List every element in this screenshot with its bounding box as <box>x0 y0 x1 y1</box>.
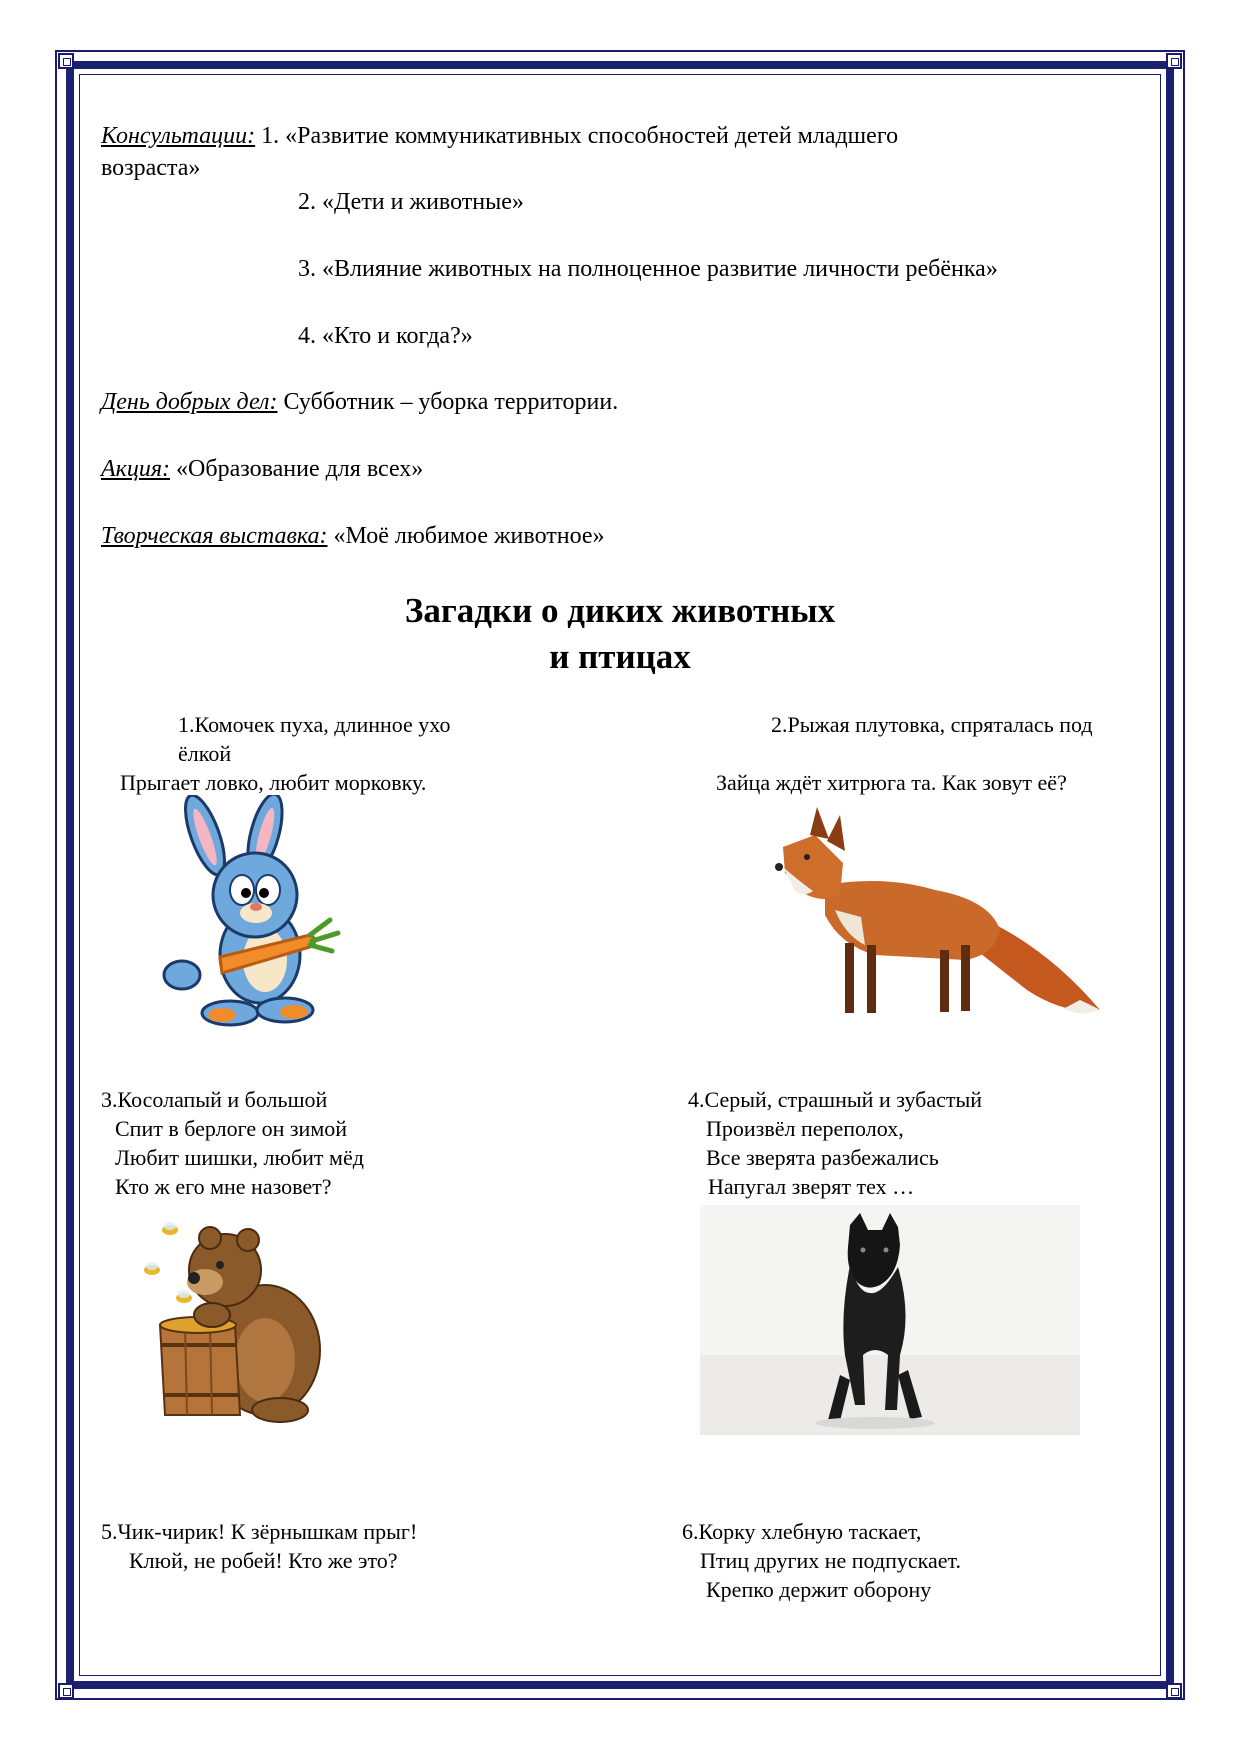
consultation-item: возраста» <box>101 155 201 181</box>
riddle-line: Прыгает ловко, любит морковку. <box>120 770 427 795</box>
exhibition-text: «Моё любимое животное» <box>327 523 605 549</box>
riddle-line: 5.Чик-чирик! К зёрнышкам прыг! <box>101 1519 418 1544</box>
riddle-6 <box>682 1517 1162 1604</box>
riddle-line: Любит шишки, любит мёд <box>115 1145 364 1170</box>
wolf-photo <box>700 1205 1080 1435</box>
frame-corner-ornament <box>1166 53 1182 69</box>
consultation-item: 3. «Влияние животных на полноценное развитие личности ребёнка» <box>298 256 998 282</box>
fox-photo <box>765 795 1115 1025</box>
riddle-line: Птиц других не подпускает. <box>700 1548 962 1573</box>
action-line <box>101 454 423 484</box>
action-label: Акция: <box>101 456 171 482</box>
riddle-line: Произвёл переполох, <box>706 1116 904 1141</box>
riddle-line: 4.Серый, страшный и зубастый <box>688 1087 983 1112</box>
riddle-5 <box>101 1517 581 1575</box>
riddle-line: Зайца ждёт хитрюга та. Как зовут её? <box>716 770 1067 795</box>
exhibition-line <box>101 521 605 551</box>
riddle-line: Кто ж его мне назовет? <box>115 1174 332 1199</box>
consultation-item: 4. «Кто и когда?» <box>298 323 473 349</box>
frame-corner-ornament <box>58 53 74 69</box>
good-deeds-text: Субботник – уборка территории. <box>277 389 619 415</box>
riddle-line: Все зверята разбежались <box>706 1145 939 1170</box>
action-text: «Образование для всех» <box>170 456 424 482</box>
bear-illustration <box>140 1210 340 1430</box>
consultation-item: 2. «Дети и животные» <box>298 189 524 215</box>
consultation-item: 1. «Развитие коммуникативных способностей детей младшего <box>261 123 899 149</box>
riddle-4 <box>688 1085 1168 1201</box>
riddle-line: Клюй, не робей! Кто же это? <box>129 1548 398 1573</box>
riddle-line: 1.Комочек пуха, длинное ухо <box>178 712 451 737</box>
riddle-3 <box>101 1085 581 1201</box>
riddles-subtitle: и птицах <box>549 637 691 676</box>
riddles-title: Загадки о диких животных <box>404 591 836 630</box>
riddle-1 <box>120 710 590 797</box>
consultations-line <box>101 121 898 151</box>
riddle-line: Напугал зверят тех … <box>708 1174 915 1199</box>
riddle-line: 6.Корку хлебную таскает, <box>682 1519 922 1544</box>
frame-corner-ornament <box>58 1683 74 1699</box>
riddle-line: 3.Косолапый и большой <box>101 1087 328 1112</box>
riddle-line: 2.Рыжая плутовка, спряталась под <box>771 712 1093 737</box>
frame-corner-ornament <box>1166 1683 1182 1699</box>
riddle-2 <box>716 710 1136 797</box>
riddle-line: Крепко держит оборону <box>706 1577 932 1602</box>
riddle-line: ёлкой <box>178 741 232 766</box>
riddle-line: Спит в берлоге он зимой <box>115 1116 348 1141</box>
good-deeds-line <box>101 387 618 417</box>
good-deeds-label: День добрых дел: <box>101 389 278 415</box>
exhibition-label: Творческая выставка: <box>101 523 328 549</box>
rabbit-illustration <box>160 795 370 1030</box>
consultations-label: Консультации: <box>101 123 256 149</box>
